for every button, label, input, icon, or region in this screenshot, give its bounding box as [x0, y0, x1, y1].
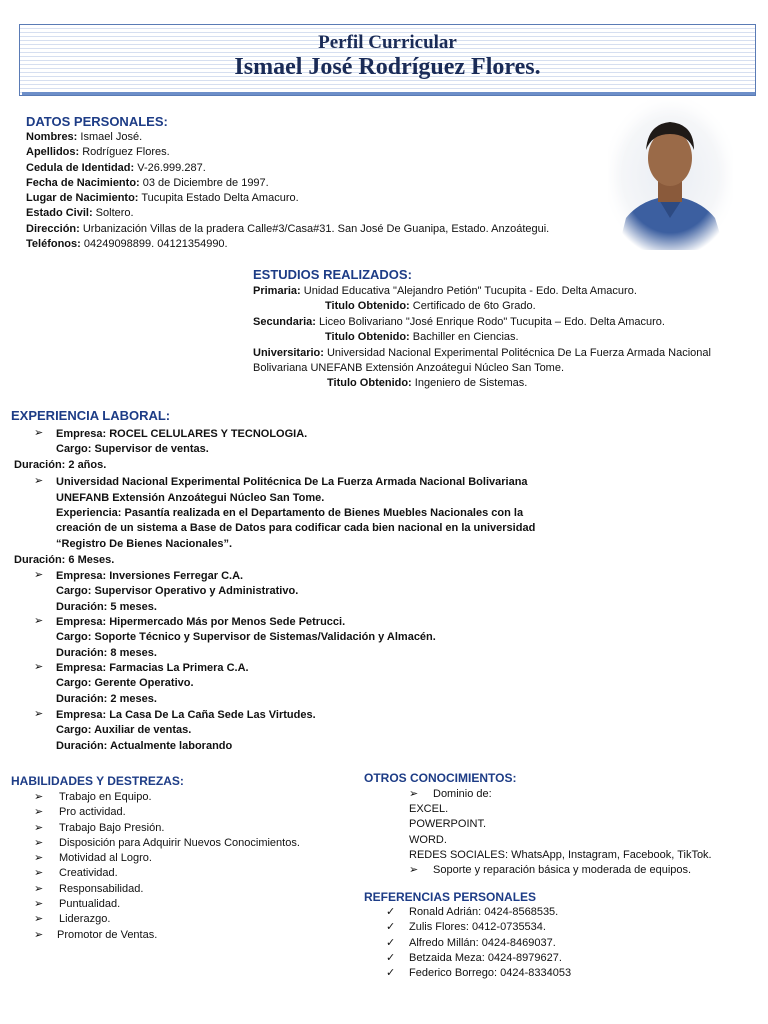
skill-text: Creatividad. [59, 867, 118, 880]
row-label: Titulo Obtenido: [325, 331, 410, 343]
arrowhead-bullet-icon: ➢ [34, 913, 44, 926]
experience-heading: EXPERIENCIA LABORAL: [11, 408, 171, 423]
experience-line: Universidad Nacional Experimental Politécnica De La Fuerza Armada Nacional Bolivariana [56, 476, 528, 488]
reference-text: Alfredo Millán: 0424-8469037. [409, 936, 556, 949]
experience-line: Experiencia: Pasantía realizada en el Departamento de Bienes Muebles Nacionales con la [56, 507, 524, 519]
other-dominio-text: Dominio de: [433, 788, 492, 800]
row-label: Universitario: [253, 347, 324, 359]
reference-text: Betzaida Meza: 0424-8979627. [409, 951, 562, 964]
row-label: Secundaria: [253, 316, 316, 328]
experience-line: Empresa: Inversiones Ferregar C.A. [56, 570, 244, 582]
skill-item [34, 805, 300, 820]
reference-item [386, 951, 571, 966]
studies-universitario-cont: Bolivariana UNEFANB Extensión Anzoátegui Núcleo San Tome. [253, 362, 565, 374]
row-value: Tucupita Estado Delta Amacuro. [138, 192, 299, 205]
personal-data-list [26, 130, 549, 252]
experience-line: UNEFANB Extensión Anzoátegui Núcleo San Tome. [56, 492, 325, 504]
experience-line: Cargo: Supervisor Operativo y Administrativo. [56, 585, 299, 597]
row-label: Primaria: [253, 285, 301, 297]
experience-line: Duración: 6 Meses. [14, 554, 115, 566]
experience-line: Duración: 5 meses. [56, 601, 157, 613]
arrowhead-bullet-icon: ➢ [34, 806, 44, 819]
personal-row-direccion [26, 222, 549, 237]
experience-line: Empresa: Hipermercado Más por Menos Sede Petrucci. [56, 616, 346, 628]
other-knowledge-heading: OTROS CONOCIMIENTOS: [364, 771, 517, 785]
other-dominio [409, 787, 492, 802]
checkmark-icon: ✓ [386, 936, 396, 949]
references-list [386, 905, 571, 981]
skill-item [34, 897, 300, 912]
skill-text: Pro actividad. [59, 806, 126, 819]
experience-line: Duración: 2 años. [14, 459, 107, 471]
skill-text: Liderazgo. [59, 913, 111, 926]
profile-photo [608, 100, 733, 250]
skill-item [34, 866, 300, 881]
studies-heading: ESTUDIOS REALIZADOS: [253, 267, 412, 282]
experience-line: creación de un sistema a Base de Datos para codificar cada bien nacional en la universidad [56, 522, 536, 534]
skill-item [34, 821, 300, 836]
arrowhead-bullet-icon: ➢ [34, 836, 44, 849]
skill-item [34, 928, 300, 943]
row-value: Urbanización Villas de la pradera Calle#3/Casa#31. San José De Guanipa, Estado. Anzoátegui. [79, 222, 550, 235]
studies-universitario-titulo [327, 376, 527, 391]
skills-heading: HABILIDADES Y DESTREZAS: [11, 774, 184, 788]
experience-line: Empresa: ROCEL CELULARES Y TECNOLOGIA. [56, 428, 308, 440]
skill-text: Puntualidad. [59, 898, 121, 911]
checkmark-icon: ✓ [386, 921, 396, 934]
reference-item [386, 905, 571, 920]
arrowhead-bullet-icon: ➢ [34, 661, 44, 673]
skills-list [34, 790, 300, 943]
row-label: Cedula de Identidad: [26, 161, 135, 174]
arrowhead-bullet-icon: ➢ [34, 791, 44, 803]
other-item: REDES SOCIALES: WhatsApp, Instagram, Facebook, TikTok. [409, 848, 712, 861]
row-label: Teléfonos: [26, 238, 81, 251]
arrowhead-bullet-icon: ➢ [34, 882, 44, 895]
studies-primaria [253, 284, 637, 299]
header-box [19, 24, 756, 96]
experience-line: Cargo: Auxiliar de ventas. [56, 724, 192, 736]
studies-universitario [253, 346, 711, 361]
skill-text: Trabajo Bajo Presión. [59, 821, 165, 834]
row-value: Certificado de 6to Grado. [409, 300, 536, 312]
row-value: Bachiller en Ciencias. [409, 331, 519, 343]
experience-line: Duración: Actualmente laborando [56, 740, 233, 752]
row-label: Titulo Obtenido: [325, 300, 410, 312]
arrowhead-bullet-icon: ➢ [34, 852, 44, 865]
reference-text: Ronald Adrián: 0424-8568535. [409, 906, 559, 918]
checkmark-icon: ✓ [386, 906, 396, 918]
row-value: Ingeniero de Sistemas. [411, 377, 528, 389]
arrowhead-bullet-icon: ➢ [34, 928, 44, 941]
row-value: Liceo Bolivariano "José Enrique Rodo" Tucupita – Edo. Delta Amacuro. [315, 316, 665, 328]
arrowhead-bullet-icon: ➢ [34, 615, 44, 627]
reference-item [386, 936, 571, 951]
personal-row-apellidos [26, 145, 549, 160]
studies-secundaria-titulo [325, 330, 519, 345]
skill-item [34, 790, 300, 805]
other-item: EXCEL. [409, 803, 449, 815]
experience-line: “Registro De Bienes Nacionales”. [56, 538, 233, 550]
row-value: 03 de Diciembre de 1997. [139, 176, 269, 189]
other-soporte-text: Soporte y reparación básica y moderada de equipos. [433, 864, 692, 876]
experience-line: Empresa: La Casa De La Caña Sede Las Virtudes. [56, 709, 316, 721]
row-label: Titulo Obtenido: [327, 377, 412, 389]
reference-item [386, 966, 571, 981]
row-label: Lugar de Nacimiento: [26, 192, 139, 205]
arrowhead-bullet-icon: ➢ [34, 898, 44, 911]
other-item: WORD. [409, 833, 447, 846]
row-value: Soltero. [92, 207, 134, 220]
personal-row-cedula [26, 161, 549, 176]
other-item: POWERPOINT. [409, 818, 487, 831]
skill-item [34, 912, 300, 927]
studies-primaria-titulo [325, 299, 536, 314]
personal-row-estado-civil [26, 206, 549, 221]
experience-line: Empresa: Farmacias La Primera C.A. [56, 662, 249, 674]
skill-item [34, 882, 300, 897]
skill-item [34, 851, 300, 866]
header-divider [22, 92, 755, 95]
arrowhead-bullet-icon: ➢ [409, 864, 419, 876]
experience-line: Duración: 8 meses. [56, 647, 157, 659]
arrowhead-bullet-icon: ➢ [34, 427, 44, 439]
checkmark-icon: ✓ [386, 951, 396, 964]
row-label: Nombres: [26, 131, 78, 143]
other-list [409, 802, 712, 863]
personal-row-lugar [26, 191, 549, 206]
row-value: Ismael José. [77, 131, 143, 143]
skill-text: Disposición para Adquirir Nuevos Conocimientos. [59, 836, 300, 849]
experience-line: Cargo: Gerente Operativo. [56, 677, 194, 689]
row-value: V-26.999.287. [134, 161, 206, 174]
studies-secundaria [253, 315, 665, 330]
row-label: Apellidos: [26, 146, 80, 159]
other-soporte [409, 863, 691, 878]
arrowhead-bullet-icon: ➢ [34, 708, 44, 720]
arrowhead-bullet-icon: ➢ [34, 867, 44, 880]
experience-line: Duración: 2 meses. [56, 693, 157, 705]
row-value: Universidad Nacional Experimental Politécnica De La Fuerza Armada Nacional [323, 347, 711, 359]
document-subtitle: Perfil Curricular [318, 32, 457, 53]
row-label: Fecha de Nacimiento: [26, 176, 140, 189]
skill-text: Promotor de Ventas. [57, 928, 158, 941]
arrowhead-bullet-icon: ➢ [34, 569, 44, 581]
experience-line: Cargo: Soporte Técnico y Supervisor de Sistemas/Validación y Almacén. [56, 631, 436, 643]
reference-item [386, 920, 571, 935]
reference-text: Zulis Flores: 0412-0735534. [409, 921, 546, 934]
personal-data-heading: DATOS PERSONALES: [26, 114, 168, 129]
row-label: Estado Civil: [26, 207, 93, 220]
skill-text: Trabajo en Equipo. [59, 791, 152, 803]
reference-text: Federico Borrego: 0424-8334053 [409, 967, 572, 980]
person-name: Ismael José Rodríguez Flores. [234, 54, 541, 80]
personal-row-nombres [26, 130, 549, 145]
arrowhead-bullet-icon: ➢ [34, 475, 44, 487]
arrowhead-bullet-icon: ➢ [409, 788, 419, 800]
row-value: Unidad Educativa "Alejandro Petión" Tucupita - Edo. Delta Amacuro. [300, 285, 637, 297]
row-value: 04249098899. 04121354990. [80, 238, 228, 251]
arrowhead-bullet-icon: ➢ [34, 821, 44, 834]
personal-row-telefonos [26, 237, 549, 252]
references-heading: REFERENCIAS PERSONALES [364, 890, 537, 904]
checkmark-icon: ✓ [386, 967, 396, 980]
skill-text: Motividad al Logro. [59, 852, 152, 865]
skill-text: Responsabilidad. [59, 882, 144, 895]
experience-line: Cargo: Supervisor de ventas. [56, 443, 209, 455]
skill-item [34, 836, 300, 851]
personal-row-fecha [26, 176, 549, 191]
row-label: Dirección: [26, 222, 80, 235]
row-value: Rodríguez Flores. [79, 146, 170, 159]
